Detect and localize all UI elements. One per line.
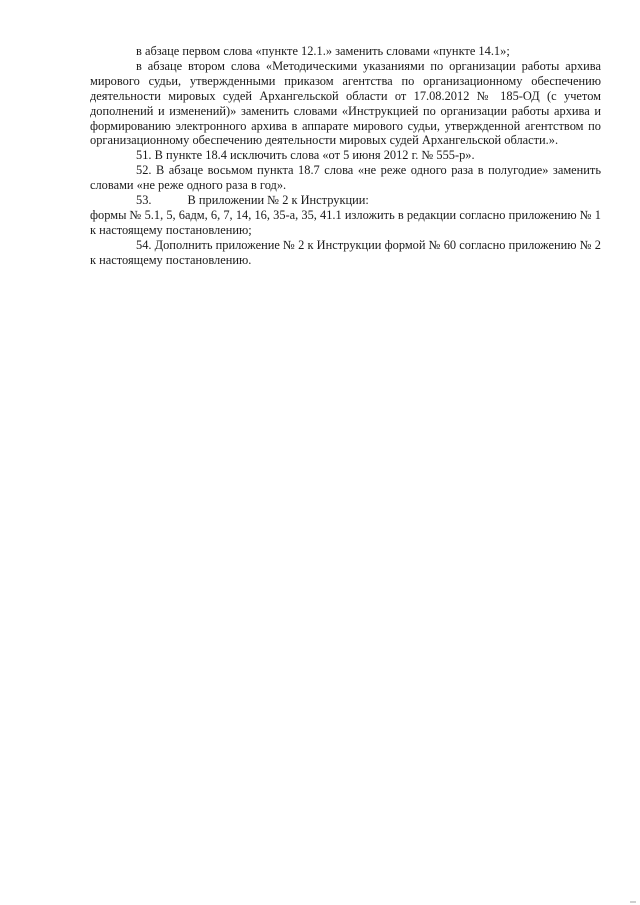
paragraph-item-54: 54. Дополнить приложение № 2 к Инструкции формой № 60 согласно приложению № 2 к настоящему постановлению. [90,237,601,267]
paragraph-item-52: 52. В абзаце восьмом пункта 18.7 слова «не реже одного раза в полугодие» заменить словами «не реже одного раза в год». [90,163,601,193]
item-53-text: В приложении № 2 к Инструкции: [187,193,369,208]
paragraph-forms: формы № 5.1, 5, 6адм, 6, 7, 14, 16, 35-а, 35, 41.1 изложить в редакции согласно приложению № 1 к настоящему постановлению; [90,207,601,237]
paragraph-item-53 [90,193,601,208]
document-page [90,44,601,268]
paragraph-abzac-vtoroy: в абзаце втором слова «Методическими указаниями по организации работы архива мирового судьи, утвержденными приказом агентства по организационному обеспечению деятельности мировых судей Архангельской области от 17.08.2012 № 185-ОД (с учетом дополнений и изменений)» заменить словами «Инструкцией по организации работы архива и формированию электронного архива в аппарате мирового судьи, утвержденной агентством по организационному обеспечению деятельности мировых судей Архангельской области.». [90,58,601,148]
scan-artifact [630,901,636,903]
paragraph-item-51: 51. В пункте 18.4 исключить слова «от 5 июня 2012 г. № 555-р». [136,148,475,163]
item-53-number: 53. [136,193,152,208]
paragraph-abzac-pervyy: в абзаце первом слова «пункте 12.1.» заменить словами «пункте 14.1»; [136,44,510,58]
